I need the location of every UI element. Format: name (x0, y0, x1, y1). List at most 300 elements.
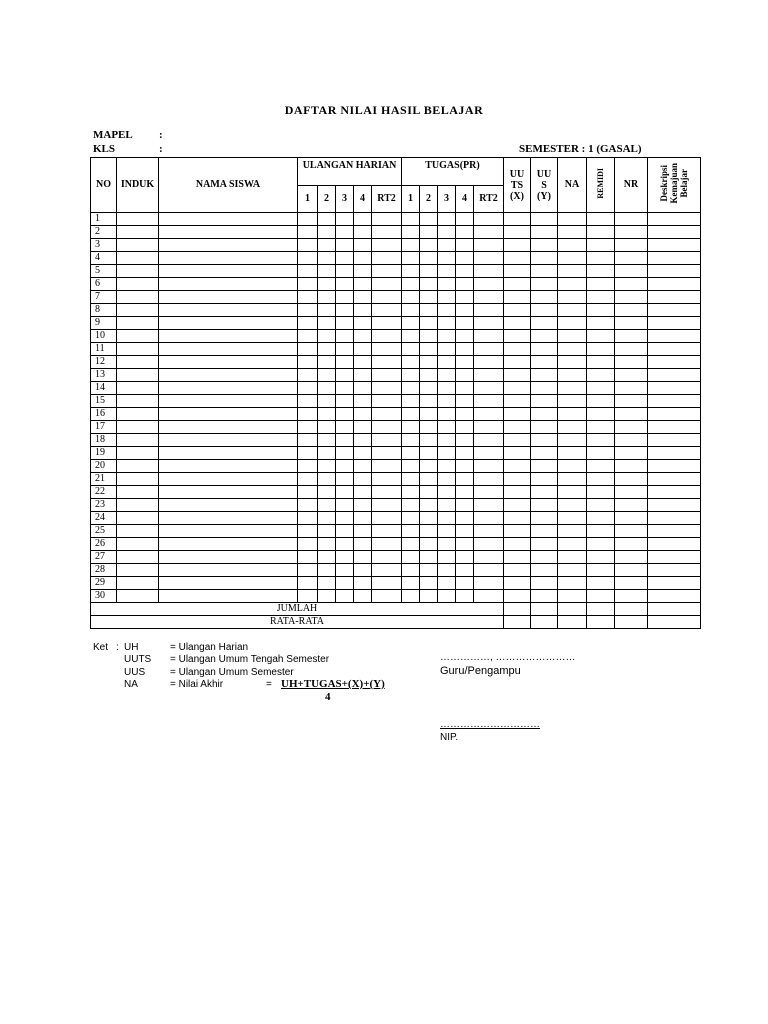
table-cell (318, 291, 336, 304)
table-cell (354, 538, 372, 551)
table-cell (438, 369, 456, 382)
table-cell (298, 356, 318, 369)
table-cell (615, 551, 648, 564)
table-row (91, 564, 701, 577)
table-row (91, 382, 701, 395)
place-date-line: ……………, …………………… (440, 652, 576, 663)
table-cell (648, 460, 701, 473)
table-cell (587, 278, 615, 291)
table-cell (354, 590, 372, 603)
table-cell (159, 564, 298, 577)
table-cell (438, 356, 456, 369)
ket-uuts: UUTS (124, 654, 152, 665)
table-cell (504, 330, 531, 343)
table-cell (456, 525, 474, 538)
row-number: 1 (91, 213, 117, 226)
table-cell (587, 525, 615, 538)
table-cell (531, 239, 558, 252)
table-cell (318, 577, 336, 590)
grade-table (90, 157, 701, 629)
table-cell (420, 499, 438, 512)
row-number: 4 (91, 252, 117, 265)
table-cell (372, 525, 402, 538)
table-cell (117, 278, 159, 291)
table-cell (159, 239, 298, 252)
table-cell (354, 304, 372, 317)
table-cell (159, 369, 298, 382)
table-cell (438, 525, 456, 538)
table-cell (531, 369, 558, 382)
table-cell (117, 395, 159, 408)
table-cell (615, 434, 648, 447)
table-cell (474, 226, 504, 239)
table-cell (587, 382, 615, 395)
table-cell (615, 408, 648, 421)
table-cell (615, 330, 648, 343)
table-cell (298, 382, 318, 395)
table-cell (438, 473, 456, 486)
table-cell (474, 317, 504, 330)
table-cell (318, 304, 336, 317)
table-cell (402, 473, 420, 486)
table-row (91, 239, 701, 252)
table-cell (298, 538, 318, 551)
table-cell (298, 590, 318, 603)
table-row (91, 460, 701, 473)
table-cell (558, 369, 587, 382)
table-cell (354, 473, 372, 486)
table-cell (615, 369, 648, 382)
table-cell (648, 395, 701, 408)
table-cell (615, 265, 648, 278)
table-cell (615, 226, 648, 239)
table-cell (354, 499, 372, 512)
header-induk: INDUK (117, 158, 159, 213)
table-cell (402, 265, 420, 278)
table-cell (420, 590, 438, 603)
table-cell (558, 460, 587, 473)
table-cell (648, 434, 701, 447)
table-cell (615, 213, 648, 226)
table-cell (372, 291, 402, 304)
header-uh-1: 1 (298, 186, 318, 213)
table-cell (648, 603, 701, 616)
table-cell (558, 603, 587, 616)
table-cell (298, 512, 318, 525)
ket-uh: UH (124, 642, 139, 653)
table-cell (318, 252, 336, 265)
table-cell (474, 421, 504, 434)
table-cell (159, 330, 298, 343)
table-row (91, 369, 701, 382)
table-cell (318, 343, 336, 356)
table-cell (648, 616, 701, 629)
table-cell (558, 265, 587, 278)
table-cell (531, 616, 558, 629)
table-cell (420, 369, 438, 382)
table-cell (587, 330, 615, 343)
table-cell (354, 486, 372, 499)
table-cell (372, 369, 402, 382)
table-cell (117, 499, 159, 512)
table-cell (648, 447, 701, 460)
table-cell (336, 382, 354, 395)
table-row (91, 343, 701, 356)
table-cell (456, 395, 474, 408)
table-cell (648, 356, 701, 369)
table-cell (402, 317, 420, 330)
table-cell (558, 577, 587, 590)
table-cell (456, 369, 474, 382)
table-cell (648, 512, 701, 525)
table-cell (159, 395, 298, 408)
table-cell (558, 447, 587, 460)
row-number: 28 (91, 564, 117, 577)
table-row (91, 434, 701, 447)
table-cell (372, 408, 402, 421)
table-cell (402, 252, 420, 265)
table-cell (420, 291, 438, 304)
table-cell (117, 304, 159, 317)
table-cell (372, 590, 402, 603)
table-cell (402, 408, 420, 421)
row-number: 17 (91, 421, 117, 434)
table-cell (648, 278, 701, 291)
nip-label: NIP. (440, 732, 459, 743)
table-cell (372, 265, 402, 278)
table-cell (117, 473, 159, 486)
table-cell (558, 421, 587, 434)
table-cell (456, 265, 474, 278)
table-cell (438, 538, 456, 551)
table-cell (531, 356, 558, 369)
table-cell (318, 382, 336, 395)
table-cell (336, 512, 354, 525)
table-cell (318, 447, 336, 460)
table-cell (474, 564, 504, 577)
table-cell (298, 278, 318, 291)
table-cell (456, 356, 474, 369)
table-cell (117, 551, 159, 564)
row-number: 18 (91, 434, 117, 447)
rata-rata-label: RATA-RATA (91, 616, 504, 629)
table-cell (336, 369, 354, 382)
table-cell (117, 421, 159, 434)
table-cell (117, 369, 159, 382)
table-cell (354, 564, 372, 577)
table-cell (159, 577, 298, 590)
header-nama-siswa: NAMA SISWA (159, 158, 298, 213)
header-tugas-2: 2 (420, 186, 438, 213)
table-cell (298, 330, 318, 343)
table-cell (159, 304, 298, 317)
table-cell (159, 447, 298, 460)
table-cell (615, 252, 648, 265)
row-number: 27 (91, 551, 117, 564)
table-row (91, 577, 701, 590)
table-cell (456, 499, 474, 512)
table-cell (117, 382, 159, 395)
table-cell (587, 603, 615, 616)
table-cell (402, 330, 420, 343)
table-cell (558, 304, 587, 317)
row-number: 6 (91, 278, 117, 291)
table-cell (648, 382, 701, 395)
table-cell (159, 317, 298, 330)
table-cell (558, 525, 587, 538)
table-cell (354, 434, 372, 447)
table-cell (372, 551, 402, 564)
table-cell (504, 382, 531, 395)
table-cell (420, 538, 438, 551)
table-cell (648, 538, 701, 551)
table-cell (531, 395, 558, 408)
table-cell (159, 252, 298, 265)
table-cell (159, 460, 298, 473)
table-cell (318, 538, 336, 551)
table-cell (558, 434, 587, 447)
table-cell (531, 330, 558, 343)
row-number: 22 (91, 486, 117, 499)
table-cell (615, 499, 648, 512)
table-cell (474, 460, 504, 473)
table-cell (336, 356, 354, 369)
table-cell (474, 525, 504, 538)
table-cell (558, 226, 587, 239)
table-cell (474, 252, 504, 265)
table-cell (558, 213, 587, 226)
table-cell (504, 564, 531, 577)
table-cell (318, 369, 336, 382)
table-cell (504, 512, 531, 525)
table-cell (159, 473, 298, 486)
table-cell (372, 252, 402, 265)
table-cell (354, 239, 372, 252)
table-cell (420, 421, 438, 434)
table-cell (159, 551, 298, 564)
table-cell (615, 460, 648, 473)
table-cell (587, 447, 615, 460)
table-cell (159, 486, 298, 499)
row-number: 23 (91, 499, 117, 512)
table-cell (336, 499, 354, 512)
table-cell (159, 434, 298, 447)
table-cell (420, 512, 438, 525)
table-cell (318, 265, 336, 278)
table-cell (504, 356, 531, 369)
table-cell (531, 447, 558, 460)
table-cell (372, 317, 402, 330)
table-cell (615, 616, 648, 629)
signature-name-line: ………………………… (440, 719, 540, 730)
table-cell (354, 330, 372, 343)
table-cell (372, 473, 402, 486)
table-cell (531, 486, 558, 499)
ket-label: Ket (93, 642, 109, 653)
table-cell (318, 499, 336, 512)
table-cell (159, 538, 298, 551)
table-cell (420, 434, 438, 447)
table-cell (354, 395, 372, 408)
table-cell (456, 278, 474, 291)
table-cell (456, 252, 474, 265)
table-cell (354, 226, 372, 239)
document-title: DAFTAR NILAI HASIL BELAJAR (284, 103, 484, 117)
table-cell (531, 512, 558, 525)
table-cell (159, 525, 298, 538)
table-cell (402, 382, 420, 395)
table-cell (117, 239, 159, 252)
table-cell (474, 369, 504, 382)
table-cell (402, 525, 420, 538)
table-cell (159, 590, 298, 603)
table-cell (354, 291, 372, 304)
table-cell (615, 564, 648, 577)
header-nr: NR (615, 158, 648, 213)
table-cell (558, 564, 587, 577)
table-cell (587, 369, 615, 382)
table-cell (420, 252, 438, 265)
table-cell (438, 343, 456, 356)
table-cell (298, 551, 318, 564)
table-cell (587, 577, 615, 590)
table-cell (504, 538, 531, 551)
table-cell (420, 343, 438, 356)
table-row (91, 408, 701, 421)
table-cell (117, 226, 159, 239)
table-row (91, 525, 701, 538)
table-cell (456, 408, 474, 421)
table-cell (402, 460, 420, 473)
table-cell (438, 486, 456, 499)
table-cell (558, 512, 587, 525)
row-number: 30 (91, 590, 117, 603)
table-cell (615, 304, 648, 317)
table-cell (117, 486, 159, 499)
table-cell (336, 538, 354, 551)
table-cell (372, 226, 402, 239)
ket-na-desc: = Nilai Akhir (170, 679, 224, 690)
table-cell (558, 291, 587, 304)
table-cell (438, 395, 456, 408)
table-cell (372, 538, 402, 551)
table-cell (372, 213, 402, 226)
table-cell (336, 226, 354, 239)
table-cell (615, 382, 648, 395)
table-cell (456, 330, 474, 343)
table-cell (438, 512, 456, 525)
table-cell (474, 486, 504, 499)
table-cell (402, 343, 420, 356)
table-cell (336, 434, 354, 447)
table-cell (615, 421, 648, 434)
table-cell (558, 382, 587, 395)
row-number: 21 (91, 473, 117, 486)
table-cell (531, 538, 558, 551)
table-cell (298, 226, 318, 239)
table-cell (402, 304, 420, 317)
table-cell (402, 512, 420, 525)
table-cell (558, 330, 587, 343)
table-cell (558, 408, 587, 421)
table-cell (474, 577, 504, 590)
table-cell (531, 382, 558, 395)
table-cell (420, 447, 438, 460)
table-cell (504, 213, 531, 226)
table-cell (615, 395, 648, 408)
table-cell (504, 395, 531, 408)
table-cell (159, 278, 298, 291)
table-cell (420, 486, 438, 499)
table-cell (159, 499, 298, 512)
row-number: 10 (91, 330, 117, 343)
table-cell (615, 291, 648, 304)
table-cell (372, 564, 402, 577)
table-cell (456, 291, 474, 304)
table-cell (648, 408, 701, 421)
table-cell (456, 538, 474, 551)
table-cell (117, 564, 159, 577)
table-cell (474, 512, 504, 525)
table-cell (318, 551, 336, 564)
table-cell (504, 369, 531, 382)
table-cell (336, 486, 354, 499)
row-number: 13 (91, 369, 117, 382)
table-cell (420, 382, 438, 395)
table-cell (336, 239, 354, 252)
table-cell (504, 343, 531, 356)
table-cell (531, 564, 558, 577)
table-cell (354, 213, 372, 226)
table-cell (438, 564, 456, 577)
table-row (91, 421, 701, 434)
table-cell (558, 239, 587, 252)
header-tugas-4: 4 (456, 186, 474, 213)
table-cell (117, 317, 159, 330)
table-cell (531, 213, 558, 226)
table-row (91, 486, 701, 499)
table-cell (504, 278, 531, 291)
table-cell (504, 616, 531, 629)
table-cell (298, 317, 318, 330)
table-cell (336, 317, 354, 330)
table-cell (648, 239, 701, 252)
table-cell (354, 356, 372, 369)
formula-denominator: 4 (325, 691, 331, 703)
table-cell (420, 239, 438, 252)
header-uh-3: 3 (336, 186, 354, 213)
table-cell (587, 408, 615, 421)
table-cell (648, 330, 701, 343)
table-cell (438, 434, 456, 447)
table-cell (336, 343, 354, 356)
table-cell (474, 408, 504, 421)
table-cell (402, 434, 420, 447)
ket-na: NA (124, 679, 138, 690)
table-cell (456, 213, 474, 226)
table-cell (648, 252, 701, 265)
table-cell (587, 317, 615, 330)
table-cell (298, 525, 318, 538)
table-cell (159, 512, 298, 525)
table-cell (504, 460, 531, 473)
table-cell (615, 538, 648, 551)
table-cell (318, 590, 336, 603)
table-cell (587, 239, 615, 252)
table-cell (438, 577, 456, 590)
table-cell (558, 473, 587, 486)
table-cell (438, 408, 456, 421)
